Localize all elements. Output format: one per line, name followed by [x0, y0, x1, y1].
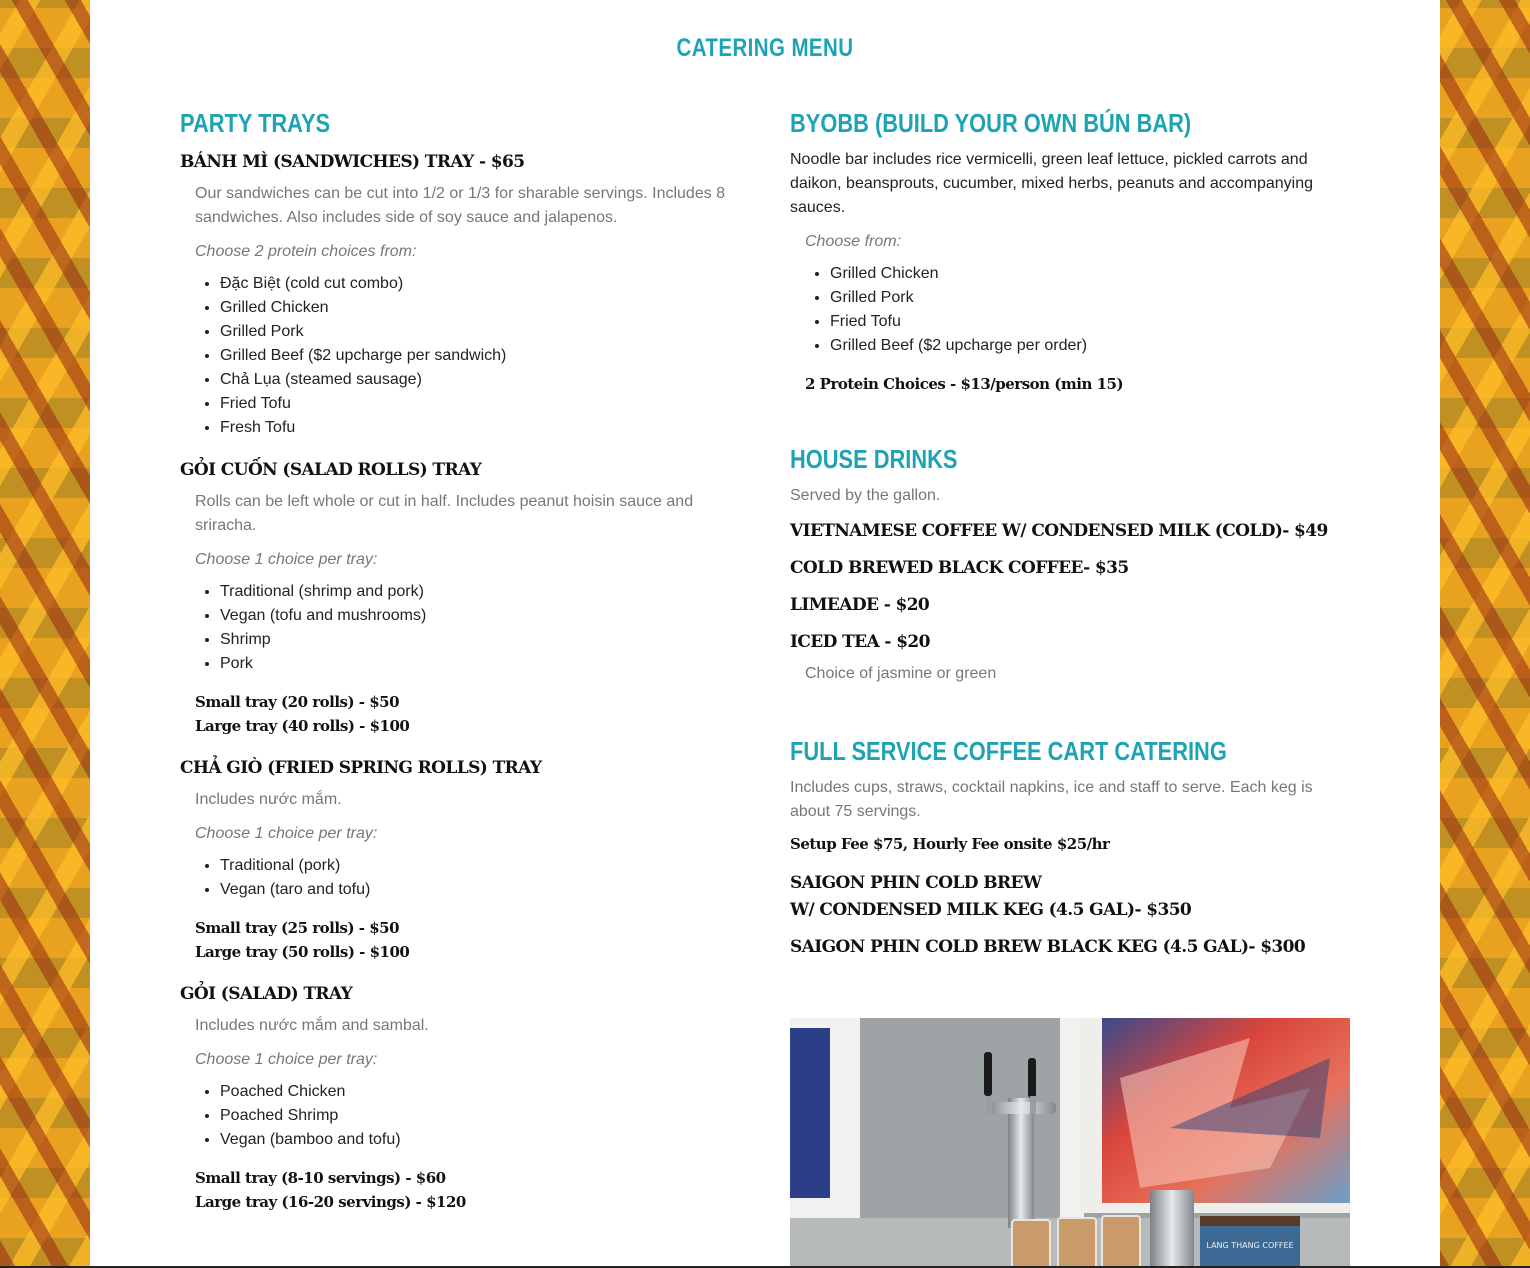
- banh-mi-choose: Choose 2 protein choices from:: [195, 243, 417, 260]
- list-item: • Fried Tofu: [220, 392, 750, 416]
- drink-viet-coffee: VIETNAMESE COFFEE W/ CONDENSED MILK (COLD)- $49: [790, 521, 1328, 541]
- coffee-tap-illustration: [790, 1018, 1350, 1266]
- list-item: • Grilled Pork: [830, 286, 1350, 310]
- list-item: • Pork: [220, 652, 750, 676]
- byobb-description: Noodle bar includes rice vermicelli, green leaf lettuce, pickled carrots and daikon, beansprouts, cucumber, mixed herbs, peanuts and accompanying sauces.: [790, 151, 1313, 216]
- list-item: • Poached Chicken: [220, 1080, 750, 1104]
- list-item: • Traditional (shrimp and pork): [220, 580, 750, 604]
- cha-gio-options: [180, 854, 750, 902]
- keg-condensed-line1: SAIGON PHIN COLD BREW: [790, 873, 1042, 893]
- list-item: • Shrimp: [220, 628, 750, 652]
- cha-gio-small-price: Small tray (25 rolls) - $50: [195, 919, 400, 937]
- goi-large-price: Large tray (16-20 servings) - $120: [195, 1193, 466, 1211]
- keg-black: SAIGON PHIN COLD BREW BLACK KEG (4.5 GAL)- $300: [790, 937, 1306, 957]
- coffee-cart-description: Includes cups, straws, cocktail napkins, ice and staff to serve. Each keg is about 75 servings.: [790, 779, 1313, 820]
- list-item: • Fried Tofu: [830, 310, 1350, 334]
- list-item: • Grilled Pork: [220, 320, 750, 344]
- coffee-cart-heading: FULL SERVICE COFFEE CART CATERING: [790, 736, 1227, 766]
- list-item: • Grilled Beef ($2 upcharge per order): [830, 334, 1350, 358]
- goi-options: [180, 1080, 750, 1152]
- byobb-options: [790, 262, 1350, 358]
- cha-gio-large-price: Large tray (50 rolls) - $100: [195, 943, 410, 961]
- byobb-heading: BYOBB (BUILD YOUR OWN BÚN BAR): [790, 108, 1192, 138]
- keg-condensed-line2: W/ CONDENSED MILK KEG (4.5 GAL)- $350: [790, 900, 1192, 920]
- list-item: • Vegan (tofu and mushrooms): [220, 604, 750, 628]
- house-drinks-heading: HOUSE DRINKS: [790, 444, 958, 474]
- goi-small-price: Small tray (8-10 servings) - $60: [195, 1169, 446, 1187]
- photo-box-label: LANG THANG COFFEE: [1206, 1241, 1294, 1250]
- byobb-price: 2 Protein Choices - $13/person (min 15): [805, 375, 1124, 393]
- list-item: • Grilled Chicken: [830, 262, 1350, 286]
- content-page: [90, 0, 1440, 1266]
- list-item: • Fresh Tofu: [220, 416, 750, 440]
- list-item: • Vegan (bamboo and tofu): [220, 1128, 750, 1152]
- banh-mi-description: Our sandwiches can be cut into 1/2 or 1/3 for sharable servings. Includes 8 sandwiches. Also includes side of soy sauce and jalapenos.: [195, 185, 726, 226]
- goi-cuon-choose: Choose 1 choice per tray:: [195, 551, 378, 568]
- cha-gio-description: Includes nước mắm.: [195, 791, 342, 808]
- list-item: • Traditional (pork): [220, 854, 750, 878]
- goi-choose: Choose 1 choice per tray:: [195, 1051, 378, 1068]
- goi-description: Includes nước mắm and sambal.: [195, 1017, 429, 1034]
- list-item: • Poached Shrimp: [220, 1104, 750, 1128]
- list-item: • Đặc Biệt (cold cut combo): [220, 272, 750, 296]
- page-title: CATERING MENU: [676, 34, 854, 62]
- list-item: • Vegan (taro and tofu): [220, 878, 750, 902]
- list-item: • Chả Lụa (steamed sausage): [220, 368, 750, 392]
- banh-mi-title: BÁNH MÌ (SANDWICHES) TRAY - $65: [180, 152, 525, 172]
- cha-gio-prices: [180, 916, 750, 964]
- list-item: • Grilled Beef ($2 upcharge per sandwich): [220, 344, 750, 368]
- goi-title: GỎI (SALAD) TRAY: [180, 984, 353, 1004]
- cha-gio-title: CHẢ GIÒ (FRIED SPRING ROLLS) TRAY: [180, 758, 542, 778]
- cha-gio-choose: Choose 1 choice per tray:: [195, 825, 378, 842]
- drink-cold-brew: COLD BREWED BLACK COFFEE- $35: [790, 558, 1129, 578]
- party-trays-column: [180, 104, 750, 1214]
- goi-cuon-small-price: Small tray (20 rolls) - $50: [195, 693, 400, 711]
- drink-iced-tea: ICED TEA - $20: [790, 632, 930, 652]
- byobb-choose: Choose from:: [805, 233, 902, 250]
- house-drinks-description: Served by the gallon.: [790, 487, 941, 504]
- goi-cuon-large-price: Large tray (40 rolls) - $100: [195, 717, 410, 735]
- goi-cuon-title: GỎI CUỐN (SALAD ROLLS) TRAY: [180, 460, 482, 480]
- iced-tea-note: Choice of jasmine or green: [805, 665, 997, 682]
- drink-limeade: LIMEADE - $20: [790, 595, 930, 615]
- list-item: • Grilled Chicken: [220, 296, 750, 320]
- banh-mi-options: [180, 272, 750, 440]
- goi-cuon-options: [180, 580, 750, 676]
- coffee-cart-photo: [790, 1018, 1350, 1266]
- goi-prices: [180, 1166, 750, 1214]
- party-trays-heading: PARTY TRAYS: [180, 108, 331, 138]
- coffee-cart-fees: Setup Fee $75, Hourly Fee onsite $25/hr: [790, 835, 1110, 853]
- goi-cuon-prices: [180, 690, 750, 738]
- right-column: [790, 104, 1350, 961]
- goi-cuon-description: Rolls can be left whole or cut in half. Includes peanut hoisin sauce and sriracha.: [195, 493, 694, 534]
